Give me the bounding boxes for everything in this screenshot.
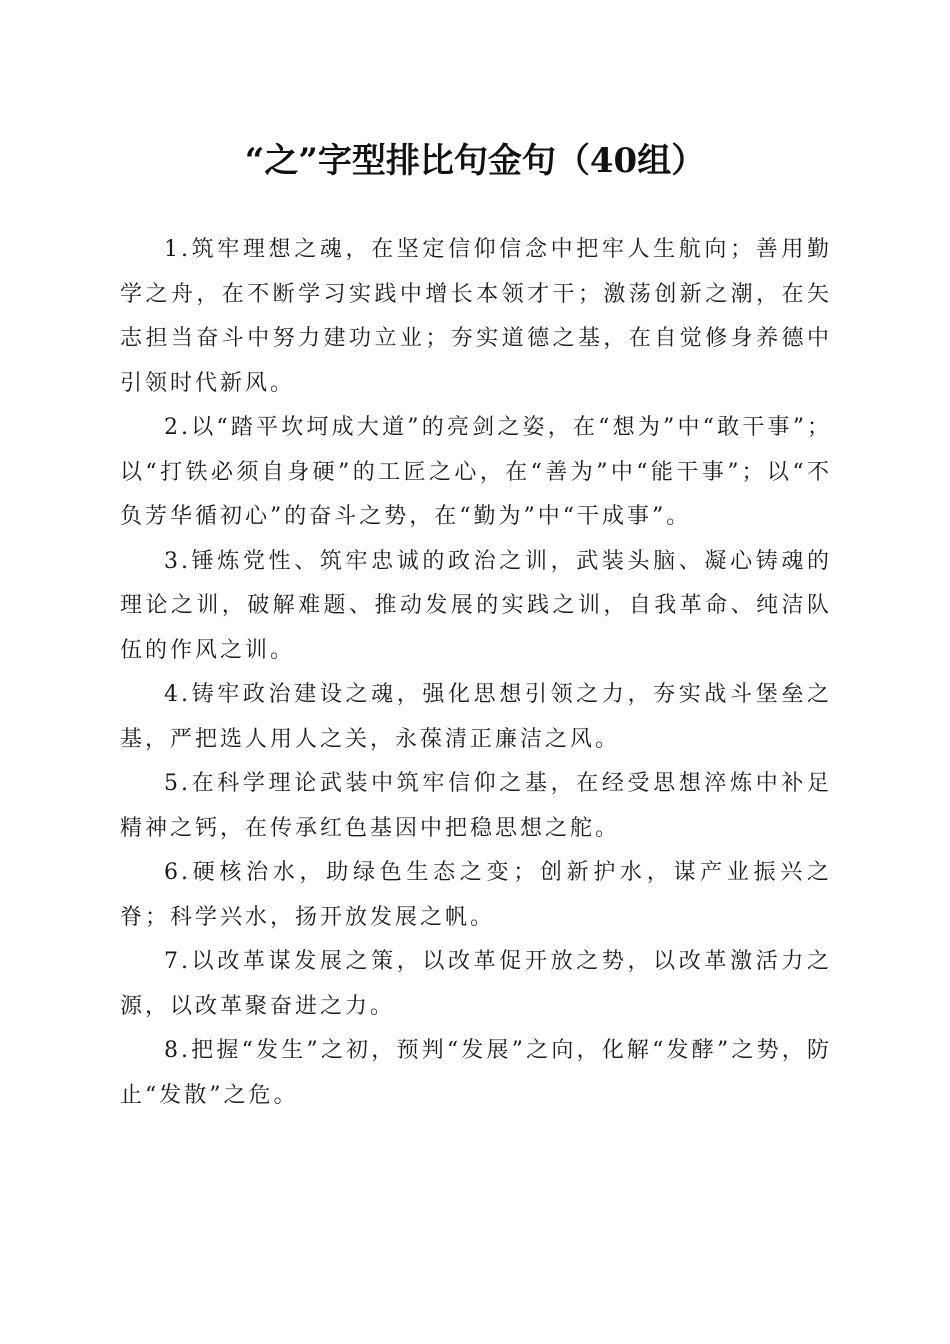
paragraph-5: 5.在科学理论武装中筑牢信仰之基，在经受思想淬炼中补足精神之钙，在传承红色基因中把稳思想之舵。 <box>120 771 832 841</box>
paragraph-3: 3.锤炼党性、筑牢忠诚的政治之训，武装头脑、凝心铸魂的理论之训，破解难题、推动发展的实践之训，自我革命、纯洁队伍的作风之训。 <box>120 548 832 663</box>
paragraph-8: 8.把握“发生”之初，预判“发展”之向，化解“发酵”之势，防止“发散”之危。 <box>120 1038 832 1108</box>
paragraph-2: 2.以“踏平坎坷成大道”的亮剑之姿，在“想为”中“敢干事”；以“打铁必须自身硬”的工匠之心，在“善为”中“能干事”；以“不负芳华循初心”的奋斗之势，在“勤为”中“干成事”。 <box>120 415 832 529</box>
document-body <box>120 228 832 1118</box>
paragraph-7: 7.以改革谋发展之策，以改革促开放之势，以改革激活力之源，以改革聚奋进之力。 <box>120 949 832 1019</box>
document-title: “之”字型排比句金句（40组） <box>244 141 706 181</box>
paragraph-4: 4.铸牢政治建设之魂，强化思想引领之力，夯实战斗堡垒之基，严把选人用人之关，永葆清正廉洁之风。 <box>120 682 832 752</box>
paragraph-1: 1.筑牢理想之魂，在坚定信仰信念中把牢人生航向；善用勤学之舟，在不断学习实践中增长本领才干；激荡创新之潮，在矢志担当奋斗中努力建功立业；夯实道德之基，在自觉修身养德中引领时代新风。 <box>120 237 832 396</box>
paragraph-6: 6.硬核治水，助绿色生态之变；创新护水，谋产业振兴之脊；科学兴水，扬开放发展之帆。 <box>120 860 832 930</box>
